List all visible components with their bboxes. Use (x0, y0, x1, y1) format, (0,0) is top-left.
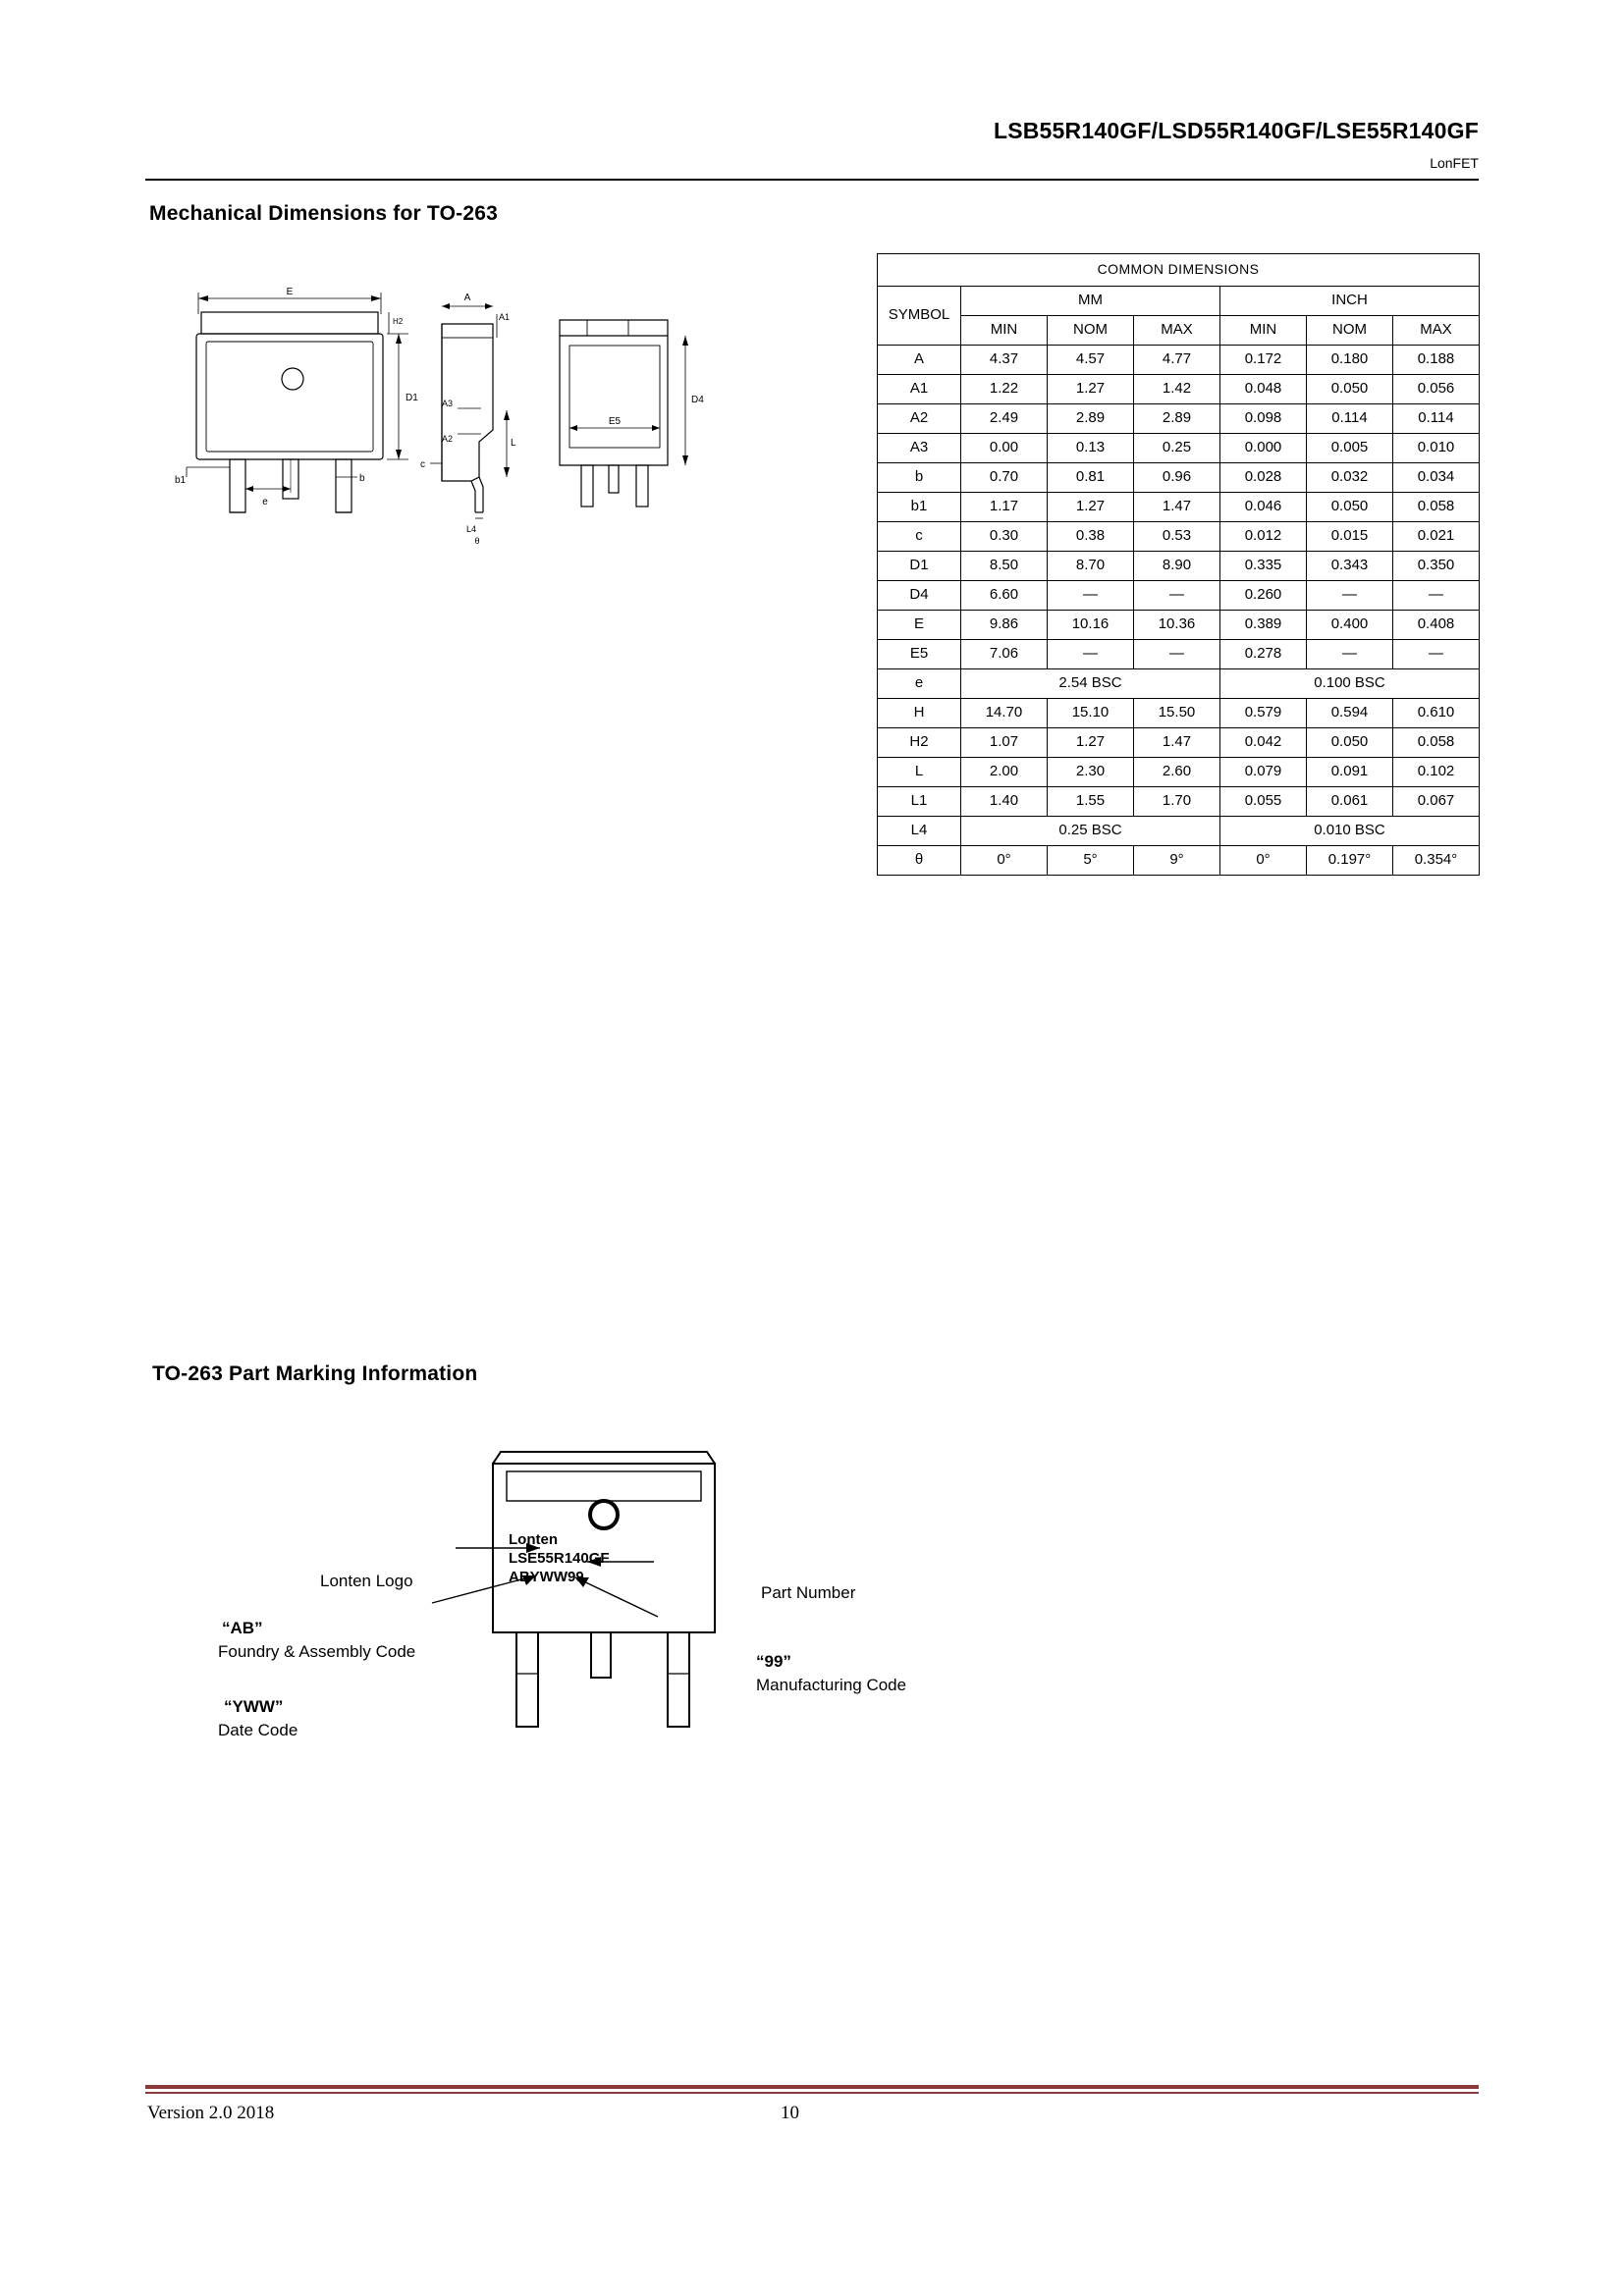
callout-date-code-quoted: “YWW” (224, 1697, 284, 1716)
cell-mm-nom: 0.13 (1048, 434, 1134, 463)
cell-symbol: b1 (878, 493, 961, 522)
cell-symbol: L1 (878, 787, 961, 817)
cell-symbol: H (878, 699, 961, 728)
cell-inch-max: 0.058 (1393, 493, 1480, 522)
cell-symbol: b (878, 463, 961, 493)
cell-inch-nom: 0.197° (1307, 846, 1393, 876)
cell-mm-max: 0.25 (1134, 434, 1220, 463)
cell-mm-max: — (1134, 581, 1220, 611)
table-row (878, 758, 1480, 787)
cell-mm-min: 0.30 (961, 522, 1048, 552)
table-row (878, 846, 1480, 876)
callout-date-code-desc: Date Code (218, 1721, 298, 1739)
footer-page-number: 10 (781, 2103, 799, 2123)
cell-inch-max: 0.056 (1393, 375, 1480, 404)
cell-inch-max: 0.021 (1393, 522, 1480, 552)
cell-mm-max: 9° (1134, 846, 1220, 876)
header-unit-inch: INCH (1220, 287, 1480, 316)
svg-text:L: L (511, 438, 516, 449)
cell-mm-nom: — (1048, 581, 1134, 611)
cell-inch-nom: 0.050 (1307, 375, 1393, 404)
cell-symbol: A2 (878, 404, 961, 434)
svg-text:E5: E5 (608, 416, 622, 427)
table-row (878, 463, 1480, 493)
header-symbol: SYMBOL (878, 287, 961, 346)
table-header-row-minmax (878, 316, 1480, 346)
header-inch-nom: NOM (1307, 316, 1393, 346)
cell-inch-min: 0.335 (1220, 552, 1307, 581)
cell-symbol: E5 (878, 640, 961, 669)
cell-mm-max: 0.53 (1134, 522, 1220, 552)
top-view-drawing (175, 287, 418, 512)
cell-inch-max: 0.350 (1393, 552, 1480, 581)
cell-inch-min: 0° (1220, 846, 1307, 876)
cell-mm-max: 15.50 (1134, 699, 1220, 728)
package-drawings (147, 285, 854, 638)
cell-inch-max: 0.058 (1393, 728, 1480, 758)
cell-inch-min: 0.055 (1220, 787, 1307, 817)
table-row (878, 522, 1480, 552)
cell-mm-min: 1.22 (961, 375, 1048, 404)
cell-mm-min: 1.07 (961, 728, 1048, 758)
cell-mm-nom: 0.81 (1048, 463, 1134, 493)
cell-mm-max: 1.70 (1134, 787, 1220, 817)
table-title-cell: COMMON DIMENSIONS (878, 254, 1480, 287)
header-divider (145, 179, 1479, 181)
footer-divider-thin (145, 2092, 1479, 2094)
cell-inch-min: 0.042 (1220, 728, 1307, 758)
table-row (878, 493, 1480, 522)
cell-inch-max: 0.034 (1393, 463, 1480, 493)
svg-text:A2: A2 (442, 434, 454, 444)
cell-symbol: A1 (878, 375, 961, 404)
svg-text:b: b (359, 473, 365, 484)
cell-mm-nom: 2.30 (1048, 758, 1134, 787)
cell-inch-min: 0.028 (1220, 463, 1307, 493)
svg-text:e: e (262, 497, 268, 507)
callout-part-number: Part Number (761, 1583, 856, 1602)
cell-symbol: D1 (878, 552, 961, 581)
cell-inch-min: 0.000 (1220, 434, 1307, 463)
cell-inch-max: 0.067 (1393, 787, 1480, 817)
cell-inch-max: — (1393, 581, 1480, 611)
cell-inch-min: 0.389 (1220, 611, 1307, 640)
callout-lonten-logo: Lonten Logo (320, 1572, 413, 1590)
footer-version: Version 2.0 2018 (147, 2103, 275, 2123)
table-row (878, 404, 1480, 434)
cell-mm-max: 1.42 (1134, 375, 1220, 404)
cell-inch-min: 0.579 (1220, 699, 1307, 728)
cell-mm-max: 2.60 (1134, 758, 1220, 787)
callout-foundry-code-quoted: “AB” (222, 1619, 263, 1637)
header-mm-min: MIN (961, 316, 1048, 346)
cell-inch-nom: 0.015 (1307, 522, 1393, 552)
cell-mm-nom: 8.70 (1048, 552, 1134, 581)
table-row (878, 581, 1480, 611)
header-mm-nom: NOM (1048, 316, 1134, 346)
cell-symbol: e (878, 669, 961, 699)
cell-mm-span: 0.25 BSC (961, 817, 1220, 846)
cell-mm-min: 14.70 (961, 699, 1048, 728)
cell-mm-nom: 5° (1048, 846, 1134, 876)
cell-mm-span: 2.54 BSC (961, 669, 1220, 699)
front-view-drawing (560, 320, 704, 507)
marking-line-code: ABYWW99 (509, 1568, 584, 1585)
cell-mm-nom: 1.27 (1048, 728, 1134, 758)
cell-mm-min: 6.60 (961, 581, 1048, 611)
package-marking-text (509, 1531, 646, 1586)
cell-mm-max: 1.47 (1134, 728, 1220, 758)
table-row (878, 817, 1480, 846)
cell-mm-max: 8.90 (1134, 552, 1220, 581)
cell-inch-nom: 0.005 (1307, 434, 1393, 463)
cell-symbol: A (878, 346, 961, 375)
table-title-row (878, 254, 1480, 287)
cell-inch-nom: 0.091 (1307, 758, 1393, 787)
svg-text:A1: A1 (499, 312, 511, 322)
svg-text:A3: A3 (442, 399, 454, 408)
cell-inch-nom: 0.114 (1307, 404, 1393, 434)
table-row (878, 640, 1480, 669)
table-row (878, 699, 1480, 728)
svg-text:H2: H2 (393, 317, 404, 326)
cell-mm-nom: 4.57 (1048, 346, 1134, 375)
cell-mm-nom: 10.16 (1048, 611, 1134, 640)
cell-symbol: c (878, 522, 961, 552)
page-header-title: LSB55R140GF/LSD55R140GF/LSE55R140GF (993, 118, 1479, 143)
svg-text:θ: θ (474, 536, 480, 546)
cell-inch-min: 0.079 (1220, 758, 1307, 787)
cell-inch-max: 0.102 (1393, 758, 1480, 787)
cell-inch-max: 0.188 (1393, 346, 1480, 375)
header-unit-mm: MM (961, 287, 1220, 316)
cell-mm-max: 0.96 (1134, 463, 1220, 493)
cell-inch-min: 0.098 (1220, 404, 1307, 434)
cell-inch-nom: 0.032 (1307, 463, 1393, 493)
cell-inch-max: — (1393, 640, 1480, 669)
cell-mm-max: — (1134, 640, 1220, 669)
svg-text:D1: D1 (406, 393, 418, 403)
mechanical-dimensions-heading: Mechanical Dimensions for TO-263 (149, 202, 498, 225)
cell-mm-nom: — (1048, 640, 1134, 669)
part-marking-diagram (147, 1428, 1247, 1850)
cell-symbol: L (878, 758, 961, 787)
cell-mm-min: 0° (961, 846, 1048, 876)
table-row (878, 787, 1480, 817)
cell-mm-min: 9.86 (961, 611, 1048, 640)
table-row (878, 669, 1480, 699)
cell-symbol: E (878, 611, 961, 640)
cell-mm-nom: 1.27 (1048, 493, 1134, 522)
cell-inch-max: 0.010 (1393, 434, 1480, 463)
svg-text:A: A (463, 293, 471, 303)
marking-line-logo: Lonten (509, 1531, 558, 1548)
cell-mm-max: 4.77 (1134, 346, 1220, 375)
part-marking-heading: TO-263 Part Marking Information (152, 1362, 478, 1385)
side-view-drawing (420, 293, 516, 546)
cell-inch-min: 0.278 (1220, 640, 1307, 669)
cell-inch-nom: 0.050 (1307, 493, 1393, 522)
cell-inch-max: 0.408 (1393, 611, 1480, 640)
cell-inch-max: 0.114 (1393, 404, 1480, 434)
table-row (878, 375, 1480, 404)
table-row (878, 434, 1480, 463)
svg-text:L4: L4 (465, 524, 477, 534)
table-header-row-units (878, 287, 1480, 316)
cell-mm-nom: 15.10 (1048, 699, 1134, 728)
marking-line-partnumber: LSE55R140GF (509, 1549, 610, 1567)
cell-mm-min: 1.40 (961, 787, 1048, 817)
cell-mm-min: 7.06 (961, 640, 1048, 669)
cell-inch-nom: 0.061 (1307, 787, 1393, 817)
cell-inch-nom: 0.400 (1307, 611, 1393, 640)
cell-inch-nom: 0.050 (1307, 728, 1393, 758)
cell-inch-min: 0.012 (1220, 522, 1307, 552)
cell-mm-nom: 1.27 (1048, 375, 1134, 404)
cell-inch-nom: 0.180 (1307, 346, 1393, 375)
cell-symbol: L4 (878, 817, 961, 846)
footer-divider-thick (145, 2085, 1479, 2089)
cell-mm-min: 0.70 (961, 463, 1048, 493)
table-row (878, 346, 1480, 375)
cell-mm-min: 8.50 (961, 552, 1048, 581)
cell-mm-max: 2.89 (1134, 404, 1220, 434)
cell-inch-min: 0.046 (1220, 493, 1307, 522)
svg-text:D4: D4 (691, 395, 704, 405)
header-inch-min: MIN (1220, 316, 1307, 346)
cell-mm-nom: 0.38 (1048, 522, 1134, 552)
svg-text:b1: b1 (175, 475, 187, 486)
cell-inch-nom: — (1307, 640, 1393, 669)
callout-mfg-code-quoted: “99” (756, 1652, 791, 1671)
cell-symbol: H2 (878, 728, 961, 758)
common-dimensions-table (877, 253, 1479, 876)
header-inch-max: MAX (1393, 316, 1480, 346)
cell-inch-nom: 0.594 (1307, 699, 1393, 728)
cell-mm-nom: 2.89 (1048, 404, 1134, 434)
svg-text:c: c (420, 459, 425, 470)
cell-inch-min: 0.172 (1220, 346, 1307, 375)
cell-inch-min: 0.048 (1220, 375, 1307, 404)
cell-mm-min: 0.00 (961, 434, 1048, 463)
cell-inch-min: 0.260 (1220, 581, 1307, 611)
cell-mm-min: 4.37 (961, 346, 1048, 375)
cell-inch-nom: 0.343 (1307, 552, 1393, 581)
table-row (878, 728, 1480, 758)
cell-mm-max: 10.36 (1134, 611, 1220, 640)
cell-inch-span: 0.010 BSC (1220, 817, 1480, 846)
table-row (878, 552, 1480, 581)
header-mm-max: MAX (1134, 316, 1220, 346)
cell-inch-nom: — (1307, 581, 1393, 611)
cell-inch-max: 0.354° (1393, 846, 1480, 876)
table-row (878, 611, 1480, 640)
cell-mm-min: 2.00 (961, 758, 1048, 787)
callout-mfg-code-desc: Manufacturing Code (756, 1676, 907, 1694)
cell-mm-min: 2.49 (961, 404, 1048, 434)
cell-inch-span: 0.100 BSC (1220, 669, 1480, 699)
cell-inch-max: 0.610 (1393, 699, 1480, 728)
cell-mm-max: 1.47 (1134, 493, 1220, 522)
cell-symbol: D4 (878, 581, 961, 611)
callout-foundry-code-desc: Foundry & Assembly Code (218, 1642, 416, 1661)
cell-mm-nom: 1.55 (1048, 787, 1134, 817)
svg-text:E: E (286, 287, 294, 297)
cell-symbol: θ (878, 846, 961, 876)
cell-mm-min: 1.17 (961, 493, 1048, 522)
page-header-subtitle: LonFET (1430, 155, 1479, 171)
cell-symbol: A3 (878, 434, 961, 463)
